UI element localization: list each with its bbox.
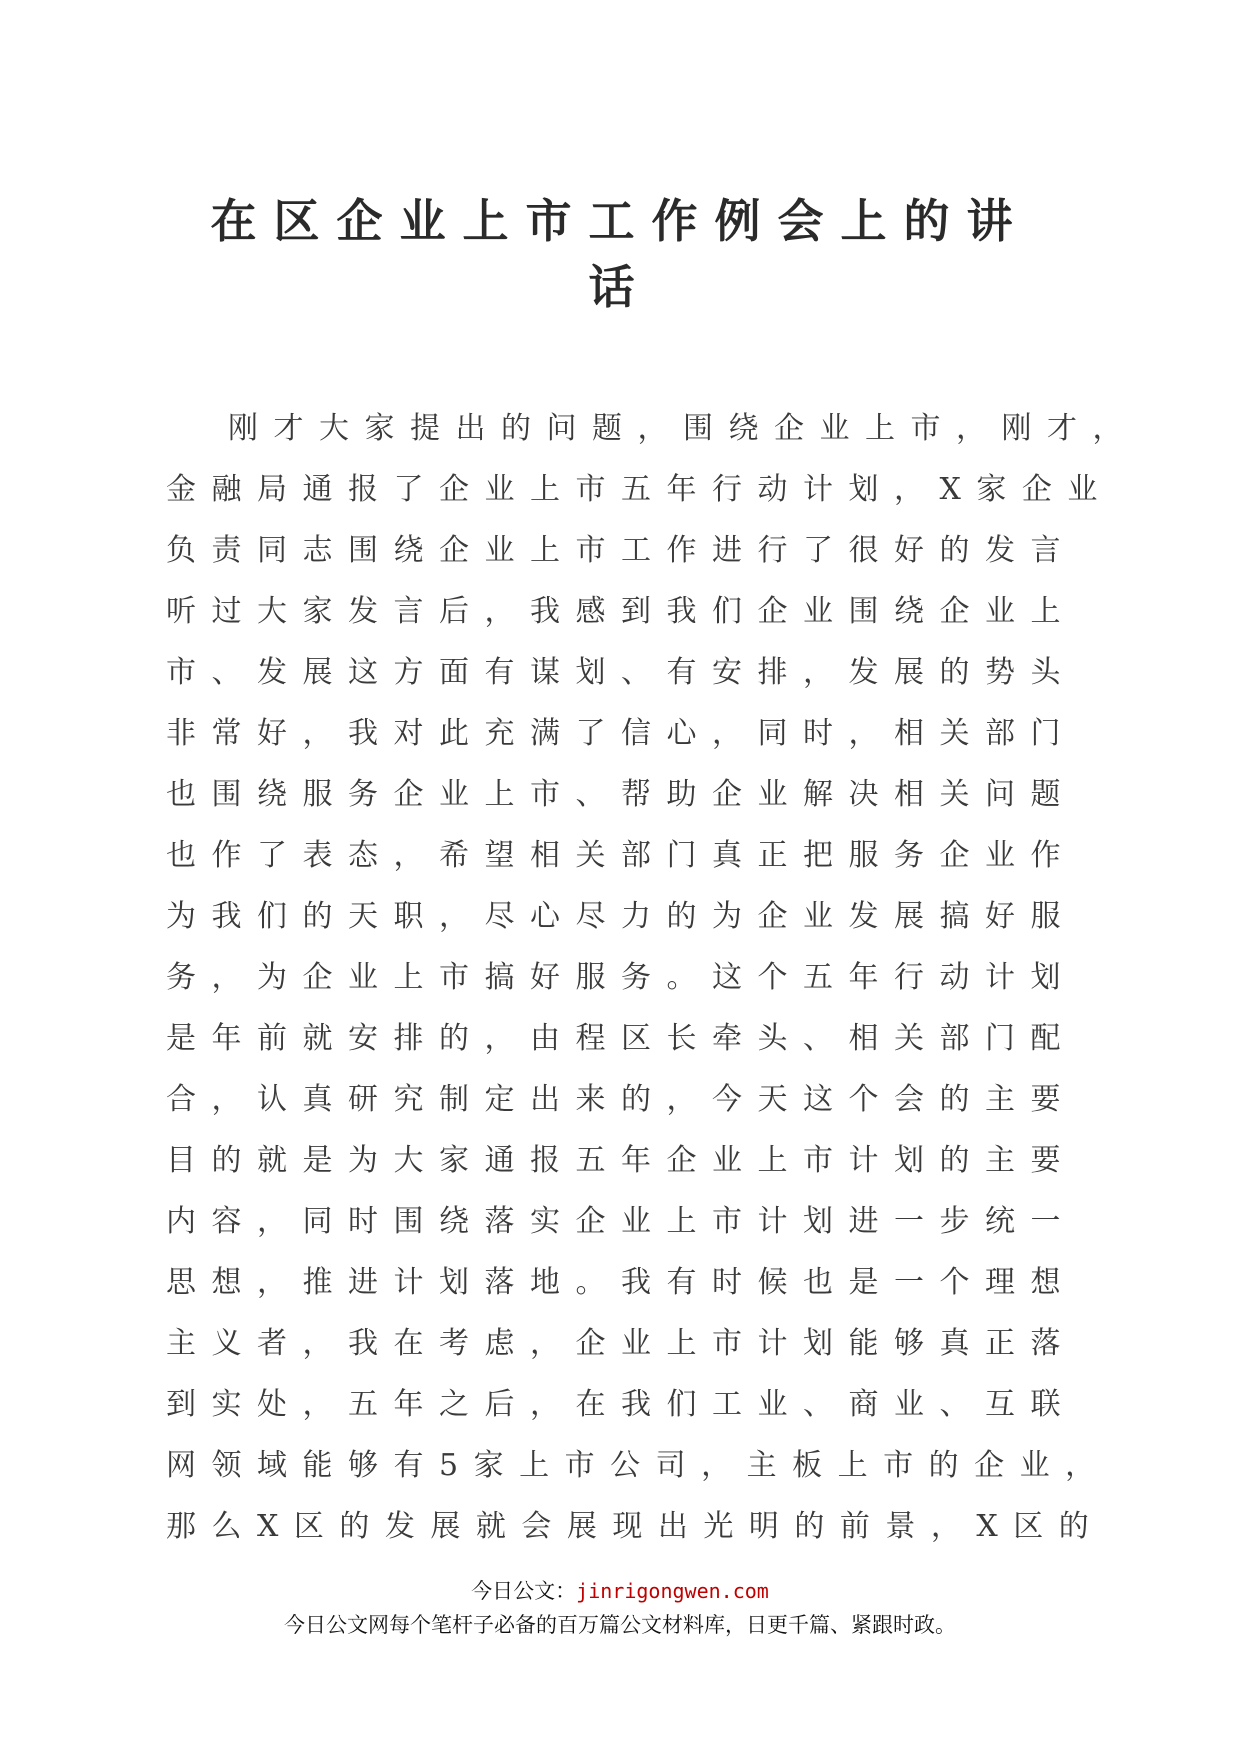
title-line-2: 话	[588, 260, 652, 314]
footer-label: 今日公文：	[471, 1579, 577, 1603]
footer-slogan: 今日公文网每个笔杆子必备的百万篇公文材料库，日更千篇、紧跟时政。	[284, 1613, 956, 1637]
body-line: 内容，同时围绕落实企业上市计划进一步统一	[166, 1204, 1076, 1239]
body-line: 听过大家发言后，我感到我们企业围绕企业上	[166, 594, 1076, 629]
body-line: 合，认真研究制定出来的，今天这个会的主要	[166, 1082, 1076, 1117]
footer-url-link[interactable]: jinrigongwen.com	[576, 1579, 769, 1603]
body-line: 负责同志围绕企业上市工作进行了很好的发言	[166, 533, 1076, 568]
title-line-1: 在区企业上市工作例会上的讲	[210, 194, 1030, 248]
body-line: 刚才大家提出的问题，围绕企业上市，刚才，	[228, 411, 1138, 446]
body-line: 思想，推进计划落地。我有时候也是一个理想	[166, 1265, 1076, 1300]
body-line: 非常好，我对此充满了信心，同时，相关部门	[166, 716, 1076, 751]
body-paragraph	[166, 398, 1138, 1557]
footer	[0, 1574, 1240, 1642]
body-line: 市、发展这方面有谋划、有安排，发展的势头	[166, 655, 1076, 690]
body-line: 那么X区的发展就会展现出光明的前景，X区的	[166, 1509, 1105, 1544]
body-line: 务，为企业上市搞好服务。这个五年行动计划	[166, 960, 1076, 995]
body-line: 主义者，我在考虑，企业上市计划能够真正落	[166, 1326, 1076, 1361]
body-line: 网领域能够有5家上市公司，主板上市的企业，	[166, 1448, 1111, 1483]
body-line: 也作了表态，希望相关部门真正把服务企业作	[166, 838, 1076, 873]
footer-source	[0, 1574, 1240, 1608]
body-line: 金融局通报了企业上市五年行动计划，X家企业	[166, 472, 1113, 507]
body-line: 为我们的天职，尽心尽力的为企业发展搞好服	[166, 899, 1076, 934]
body-line: 也围绕服务企业上市、帮助企业解决相关问题	[166, 777, 1076, 812]
page-title	[160, 188, 1080, 320]
body-line: 目的就是为大家通报五年企业上市计划的主要	[166, 1143, 1076, 1178]
body-line: 到实处，五年之后，在我们工业、商业、互联	[166, 1387, 1076, 1422]
body-line: 是年前就安排的，由程区长牵头、相关部门配	[166, 1021, 1076, 1056]
